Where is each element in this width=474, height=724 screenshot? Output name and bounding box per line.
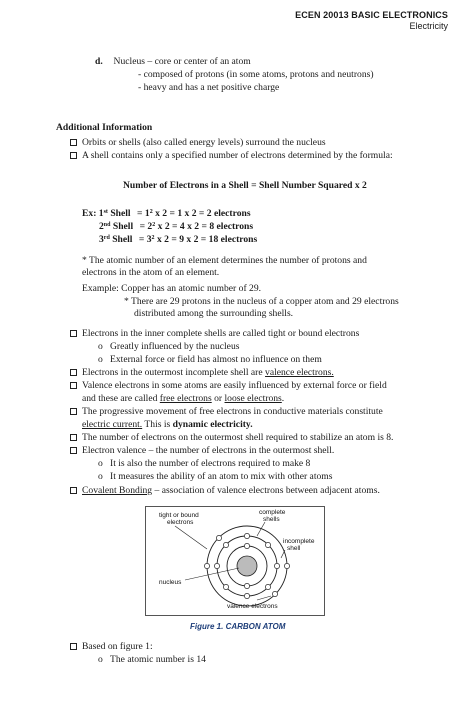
atomic-note-line-1: * The atomic number of an element determines the number of protons and bbox=[82, 255, 367, 266]
checkbox-bullet-icon bbox=[70, 369, 77, 376]
formula: Number of Electrons in a Shell = Shell Number Squared x 2 bbox=[123, 180, 367, 191]
copper-example: Example: Copper has an atomic number of 29. bbox=[82, 283, 262, 294]
atom-diagram bbox=[145, 506, 325, 616]
circle-bullet-icon: o bbox=[98, 341, 103, 352]
svg-text:shell: shell bbox=[287, 545, 301, 552]
sub-list-item: o The atomic number is 14 bbox=[98, 654, 206, 665]
nucleus-item bbox=[95, 56, 251, 68]
copper-note-line-1: * There are 29 protons in the nucleus of a copper atom and 29 electrons bbox=[124, 296, 399, 307]
list-item: Electrons in the inner complete shells are called tight or bound electrons bbox=[70, 328, 359, 340]
example-row-1: Ex: 1st Shell = $1^2$ x 2 = 1 x 2 = 2 electrons bbox=[82, 208, 251, 219]
list-item: Orbits or shells (also called energy levels) surround the nucleus bbox=[70, 137, 326, 149]
section-heading: Additional Information bbox=[56, 122, 153, 133]
list-item: Electrons in the outermost incomplete shell are valence electrons. bbox=[70, 367, 334, 379]
subject-title: Electricity bbox=[409, 21, 448, 31]
checkbox-bullet-icon bbox=[70, 382, 77, 389]
label-valence: valence electrons bbox=[227, 603, 278, 610]
checkbox-bullet-icon bbox=[70, 408, 77, 415]
list-item: The progressive movement of free electrons in conductive materials constitute bbox=[70, 406, 383, 418]
circle-bullet-icon: o bbox=[98, 458, 103, 469]
nucleus-label: d. bbox=[95, 56, 103, 67]
svg-text:shells: shells bbox=[263, 516, 280, 523]
checkbox-bullet-icon bbox=[70, 487, 77, 494]
sub-list-item: o External force or field has almost no influence on them bbox=[98, 354, 322, 365]
copper-note-line-2: distributed among the surrounding shells. bbox=[134, 308, 294, 319]
sub-list-item: o It is also the number of electrons required to make 8 bbox=[98, 458, 311, 469]
example-row-2: 2nd Shell = $2^2$ x 2 = 4 x 2 = 8 electrons bbox=[99, 221, 254, 232]
course-title: ECEN 20013 BASIC ELECTRONICS bbox=[295, 10, 448, 20]
list-item-cont: and these are called free electrons or loose electrons. bbox=[82, 393, 285, 404]
checkbox-bullet-icon bbox=[70, 447, 77, 454]
nucleus-line-2: - composed of protons (in some atoms, protons and neutrons) bbox=[138, 69, 374, 80]
atomic-note-line-2: electrons in the atom of an element. bbox=[82, 267, 220, 278]
sub-list-item: o Greatly influenced by the nucleus bbox=[98, 341, 240, 352]
list-item: A shell contains only a specified number of electrons determined by the formula: bbox=[70, 150, 393, 162]
sub-list-item: o It measures the ability of an atom to mix with other atoms bbox=[98, 471, 333, 482]
list-item: Electron valence – the number of electrons in the outermost shell. bbox=[70, 445, 334, 457]
checkbox-bullet-icon bbox=[70, 139, 77, 146]
checkbox-bullet-icon bbox=[70, 330, 77, 337]
example-row-3: 3rd Shell = $3^2$ x 2 = 9 x 2 = 18 electrons bbox=[99, 234, 258, 245]
svg-text:electrons: electrons bbox=[167, 519, 194, 526]
label-tight: tight or bound bbox=[159, 512, 199, 519]
list-item-cont: electric current. This is dynamic electricity. bbox=[82, 419, 253, 430]
carbon-atom-figure bbox=[145, 506, 325, 616]
figure-caption: Figure 1. CARBON ATOM bbox=[190, 622, 286, 631]
label-nucleus: nucleus bbox=[159, 579, 182, 586]
label-complete: complete bbox=[259, 509, 286, 516]
checkbox-bullet-icon bbox=[70, 643, 77, 650]
list-item: The number of electrons on the outermost shell required to stabilize an atom is 8. bbox=[70, 432, 393, 444]
label-incomplete: incomplete bbox=[283, 538, 315, 545]
list-item: Valence electrons in some atoms are easily influenced by external force or field bbox=[70, 380, 387, 392]
page-header bbox=[295, 10, 448, 31]
checkbox-bullet-icon bbox=[70, 434, 77, 441]
circle-bullet-icon: o bbox=[98, 354, 103, 365]
circle-bullet-icon: o bbox=[98, 654, 103, 665]
nucleus-line-3: - heavy and has a net positive charge bbox=[138, 82, 280, 93]
list-item: Covalent Bonding – association of valence electrons between adjacent atoms. bbox=[70, 485, 380, 497]
list-item: Based on figure 1: bbox=[70, 641, 153, 653]
circle-bullet-icon: o bbox=[98, 471, 103, 482]
nucleus-line-1: Nucleus – core or center of an atom bbox=[113, 56, 251, 67]
checkbox-bullet-icon bbox=[70, 152, 77, 159]
